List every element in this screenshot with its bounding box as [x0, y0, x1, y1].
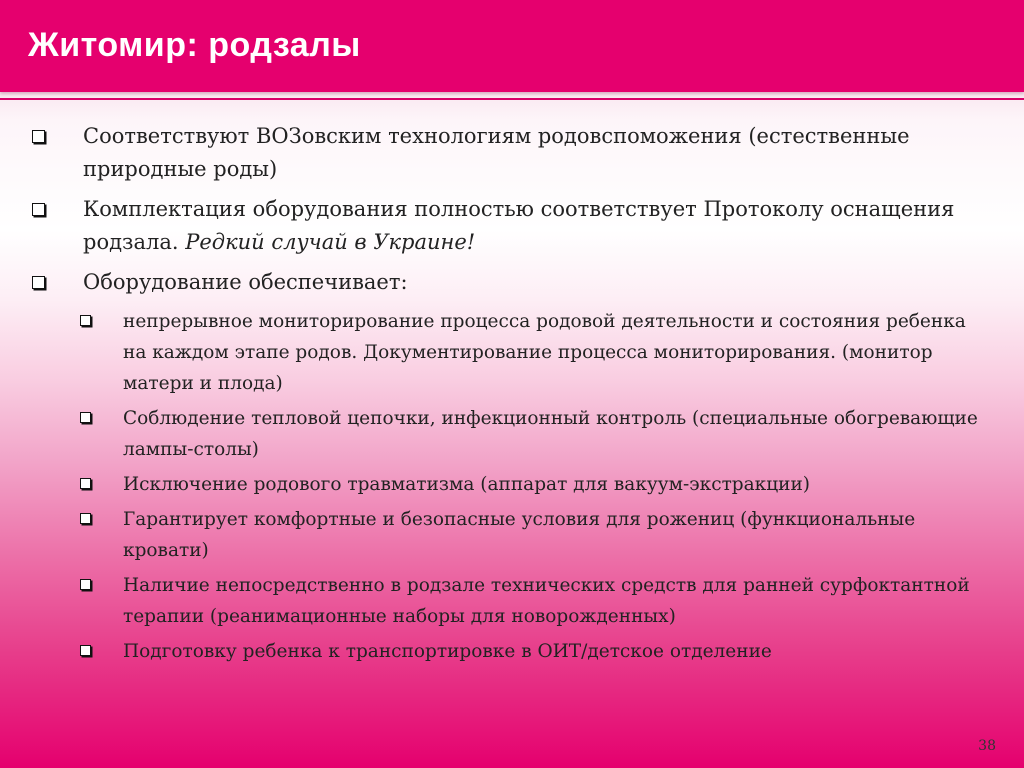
bullet-text: Соответствуют ВОЗовским технологиям родовспоможения (естественные природные роды)	[83, 124, 910, 181]
checkbox-bullet-icon	[32, 203, 45, 216]
checkbox-bullet-icon	[80, 645, 91, 656]
bullet-text	[83, 193, 992, 259]
sub-bullet-text: Наличие непосредственно в родзале технических средств для ранней сурфоктантной терапии (реанимационные наборы для новорожденных)	[123, 575, 970, 627]
sub-bullet-item	[80, 636, 992, 667]
sub-bullet-text: Соблюдение тепловой цепочки, инфекционный контроль (специальные обогревающие лампы-столы)	[123, 408, 978, 460]
checkbox-bullet-icon	[80, 412, 91, 423]
title-bar	[0, 0, 1024, 92]
slide-title: Житомир: родзалы	[28, 26, 361, 64]
bullet-text-emphasis: Редкий случай в Украине!	[185, 230, 476, 254]
sub-bullet-item	[80, 504, 992, 566]
sub-bullet-item	[80, 306, 992, 399]
sub-bullet-text: Гарантирует комфортные и безопасные условия для рожениц (функциональные кровати)	[123, 509, 916, 561]
sub-bullet-text: Подготовку ребенка к транспортировке в ОИТ/детское отделение	[123, 641, 772, 662]
sub-bullet-item	[80, 403, 992, 465]
bullet-item	[32, 120, 992, 186]
sub-bullet-item	[80, 469, 992, 500]
bullet-item	[32, 193, 992, 259]
checkbox-bullet-icon	[32, 130, 45, 143]
bullet-text: Оборудование обеспечивает:	[83, 270, 408, 294]
title-divider	[0, 98, 1024, 100]
checkbox-bullet-icon	[80, 579, 91, 590]
sub-bullet-text: непрерывное мониторирование процесса родовой деятельности и состояния ребенка на каждом этапе родов. Документирование процесса мониторирования. (монитор матери и плода)	[123, 311, 966, 394]
bullet-text-plain: Комплектация оборудования полностью соответствует Протоколу оснащения родзала.	[83, 197, 955, 254]
bullet-item	[32, 266, 992, 299]
checkbox-bullet-icon	[32, 276, 45, 289]
checkbox-bullet-icon	[80, 478, 91, 489]
checkbox-bullet-icon	[80, 513, 91, 524]
page-number: 38	[978, 738, 996, 754]
checkbox-bullet-icon	[80, 315, 91, 326]
bullet-list	[32, 120, 992, 671]
sub-bullet-item	[80, 570, 992, 632]
sub-bullet-text: Исключение родового травматизма (аппарат для вакуум-экстракции)	[123, 474, 811, 495]
